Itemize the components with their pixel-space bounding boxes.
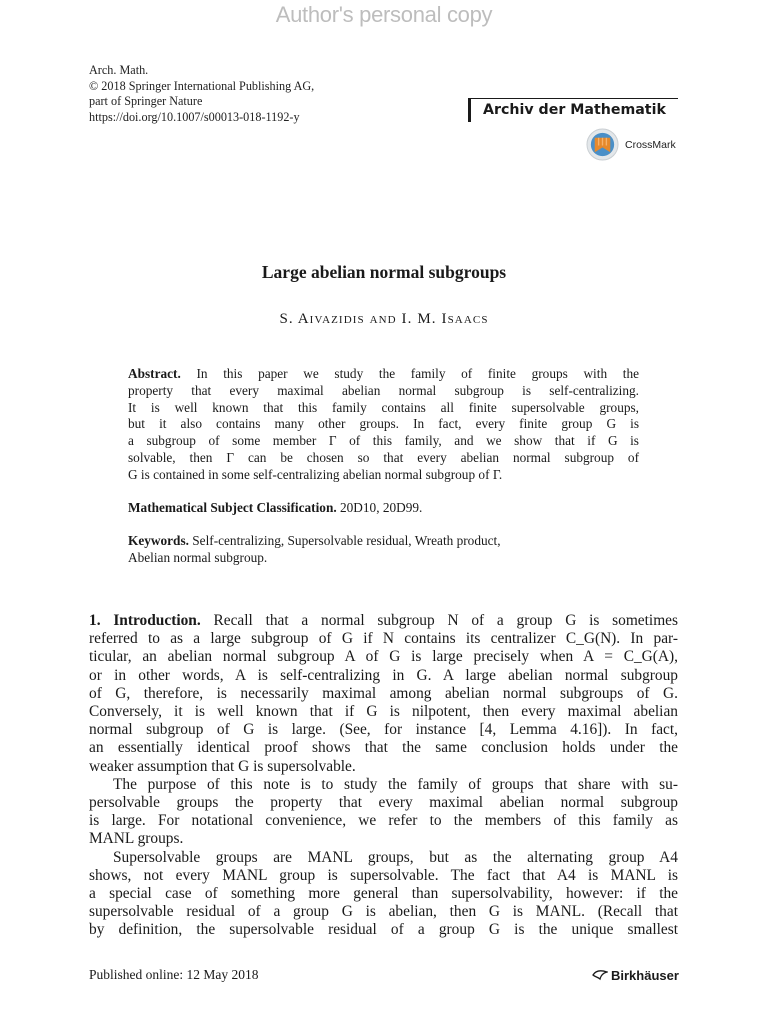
body-line: supersolvable residual of a group G is abelian, then G is MANL. (Recall that [89, 903, 678, 921]
paper-title: Large abelian normal subgroups [261, 262, 507, 282]
body-line: 1. Introduction. Recall that a normal subgroup N of a group G is sometimes [89, 612, 678, 629]
body-line: an essentially identical proof shows that the same conclusion holds under the [89, 739, 678, 757]
watermark: Author's personal copy [275, 2, 493, 27]
paper-authors: S. Aivazidis and I. M. Isaacs [279, 311, 489, 327]
section-heading: 1. Introduction. [89, 612, 201, 629]
body-line: by definition, the supersolvable residual of a group G is the unique smallest [89, 921, 678, 939]
publisher-name: Birkhäuser [611, 968, 679, 983]
abstract-line: a subgroup of some member Γ of this family, and we show that if G is [128, 433, 639, 449]
birkhauser-bird-icon [592, 969, 608, 981]
body-line: Conversely, it is well known that if G is nilpotent, then every maximal abelian [89, 703, 678, 721]
journal-name: Archiv der Mathematik [468, 98, 678, 122]
abstract-line: but it also contains many other groups. In fact, every finite group G is [128, 416, 639, 432]
body-line: persolvable groups the property that every maximal abelian normal subgroup [89, 794, 678, 812]
copyright-line: © 2018 Springer International Publishing AG, [89, 78, 315, 93]
abstract-line: solvable, then Γ can be chosen so that every abelian normal subgroup of [128, 449, 639, 465]
body-line: ticular, an abelian normal subgroup A of G is large precisely when A = C_G(A), [89, 648, 678, 666]
abstract-line: property that every maximal abelian normal subgroup is self-centralizing. [128, 382, 639, 398]
publication-meta [89, 63, 314, 125]
subject-classification [128, 500, 422, 516]
crossmark-label: CrossMark [625, 139, 676, 151]
doi-link[interactable]: https://doi.org/10.1007/s00013-018-1192-y [89, 109, 300, 124]
msc-heading: Mathematical Subject Classification. [128, 500, 337, 515]
abstract [128, 366, 639, 484]
body-line: a special case of something more general than supersolvability, however: if the [89, 885, 678, 903]
body-line: shows, not every MANL group is supersolvable. The fact that A4 is MANL is [89, 866, 678, 884]
msc-codes: 20D10, 20D99. [336, 500, 423, 515]
body-line: or in other words, A is self-centralizing in G. A large abelian normal subgroup [89, 666, 678, 684]
abstract-line: Abstract. In this paper we study the family of finite groups with the [128, 366, 639, 381]
body-line: The purpose of this note is to study the family of groups that share with su- [113, 775, 678, 793]
published-online: Published online: 12 May 2018 [89, 967, 259, 982]
abstract-line: G is contained in some self-centralizing abelian normal subgroup of Γ. [128, 466, 503, 482]
body-line: of G, therefore, is necessarily maximal among abelian normal subgroups of G. [89, 684, 678, 702]
keywords-line-2: Abelian normal subgroup. [128, 550, 268, 565]
body-line: referred to as a large subgroup of G if N contains its centralizer C_G(N). In par- [89, 630, 678, 648]
crossmark-icon [586, 128, 619, 161]
body-line: normal subgroup of G is large. (See, for instance [4, Lemma 4.16]). In fact, [89, 721, 678, 739]
body-line: weaker assumption that G is supersolvable. [89, 757, 356, 775]
introduction-section [89, 612, 678, 940]
keywords-line-1: Self-centralizing, Supersolvable residual, Wreath product, [188, 533, 501, 548]
body-line: MANL groups. [89, 830, 184, 848]
body-line: is large. For notational convenience, we refer to the members of this family as [89, 812, 678, 830]
publisher-part: part of Springer Nature [89, 94, 203, 109]
journal-abbrev: Arch. Math. [89, 63, 149, 77]
abstract-line: It is well known that this family contains all finite supersolvable groups, [128, 399, 639, 415]
keywords-heading: Keywords. [128, 533, 189, 548]
body-line: Supersolvable groups are MANL groups, but as the alternating group A4 [113, 848, 678, 866]
publisher-logo [592, 968, 679, 983]
keywords [128, 532, 639, 566]
abstract-heading: Abstract. [128, 366, 181, 381]
